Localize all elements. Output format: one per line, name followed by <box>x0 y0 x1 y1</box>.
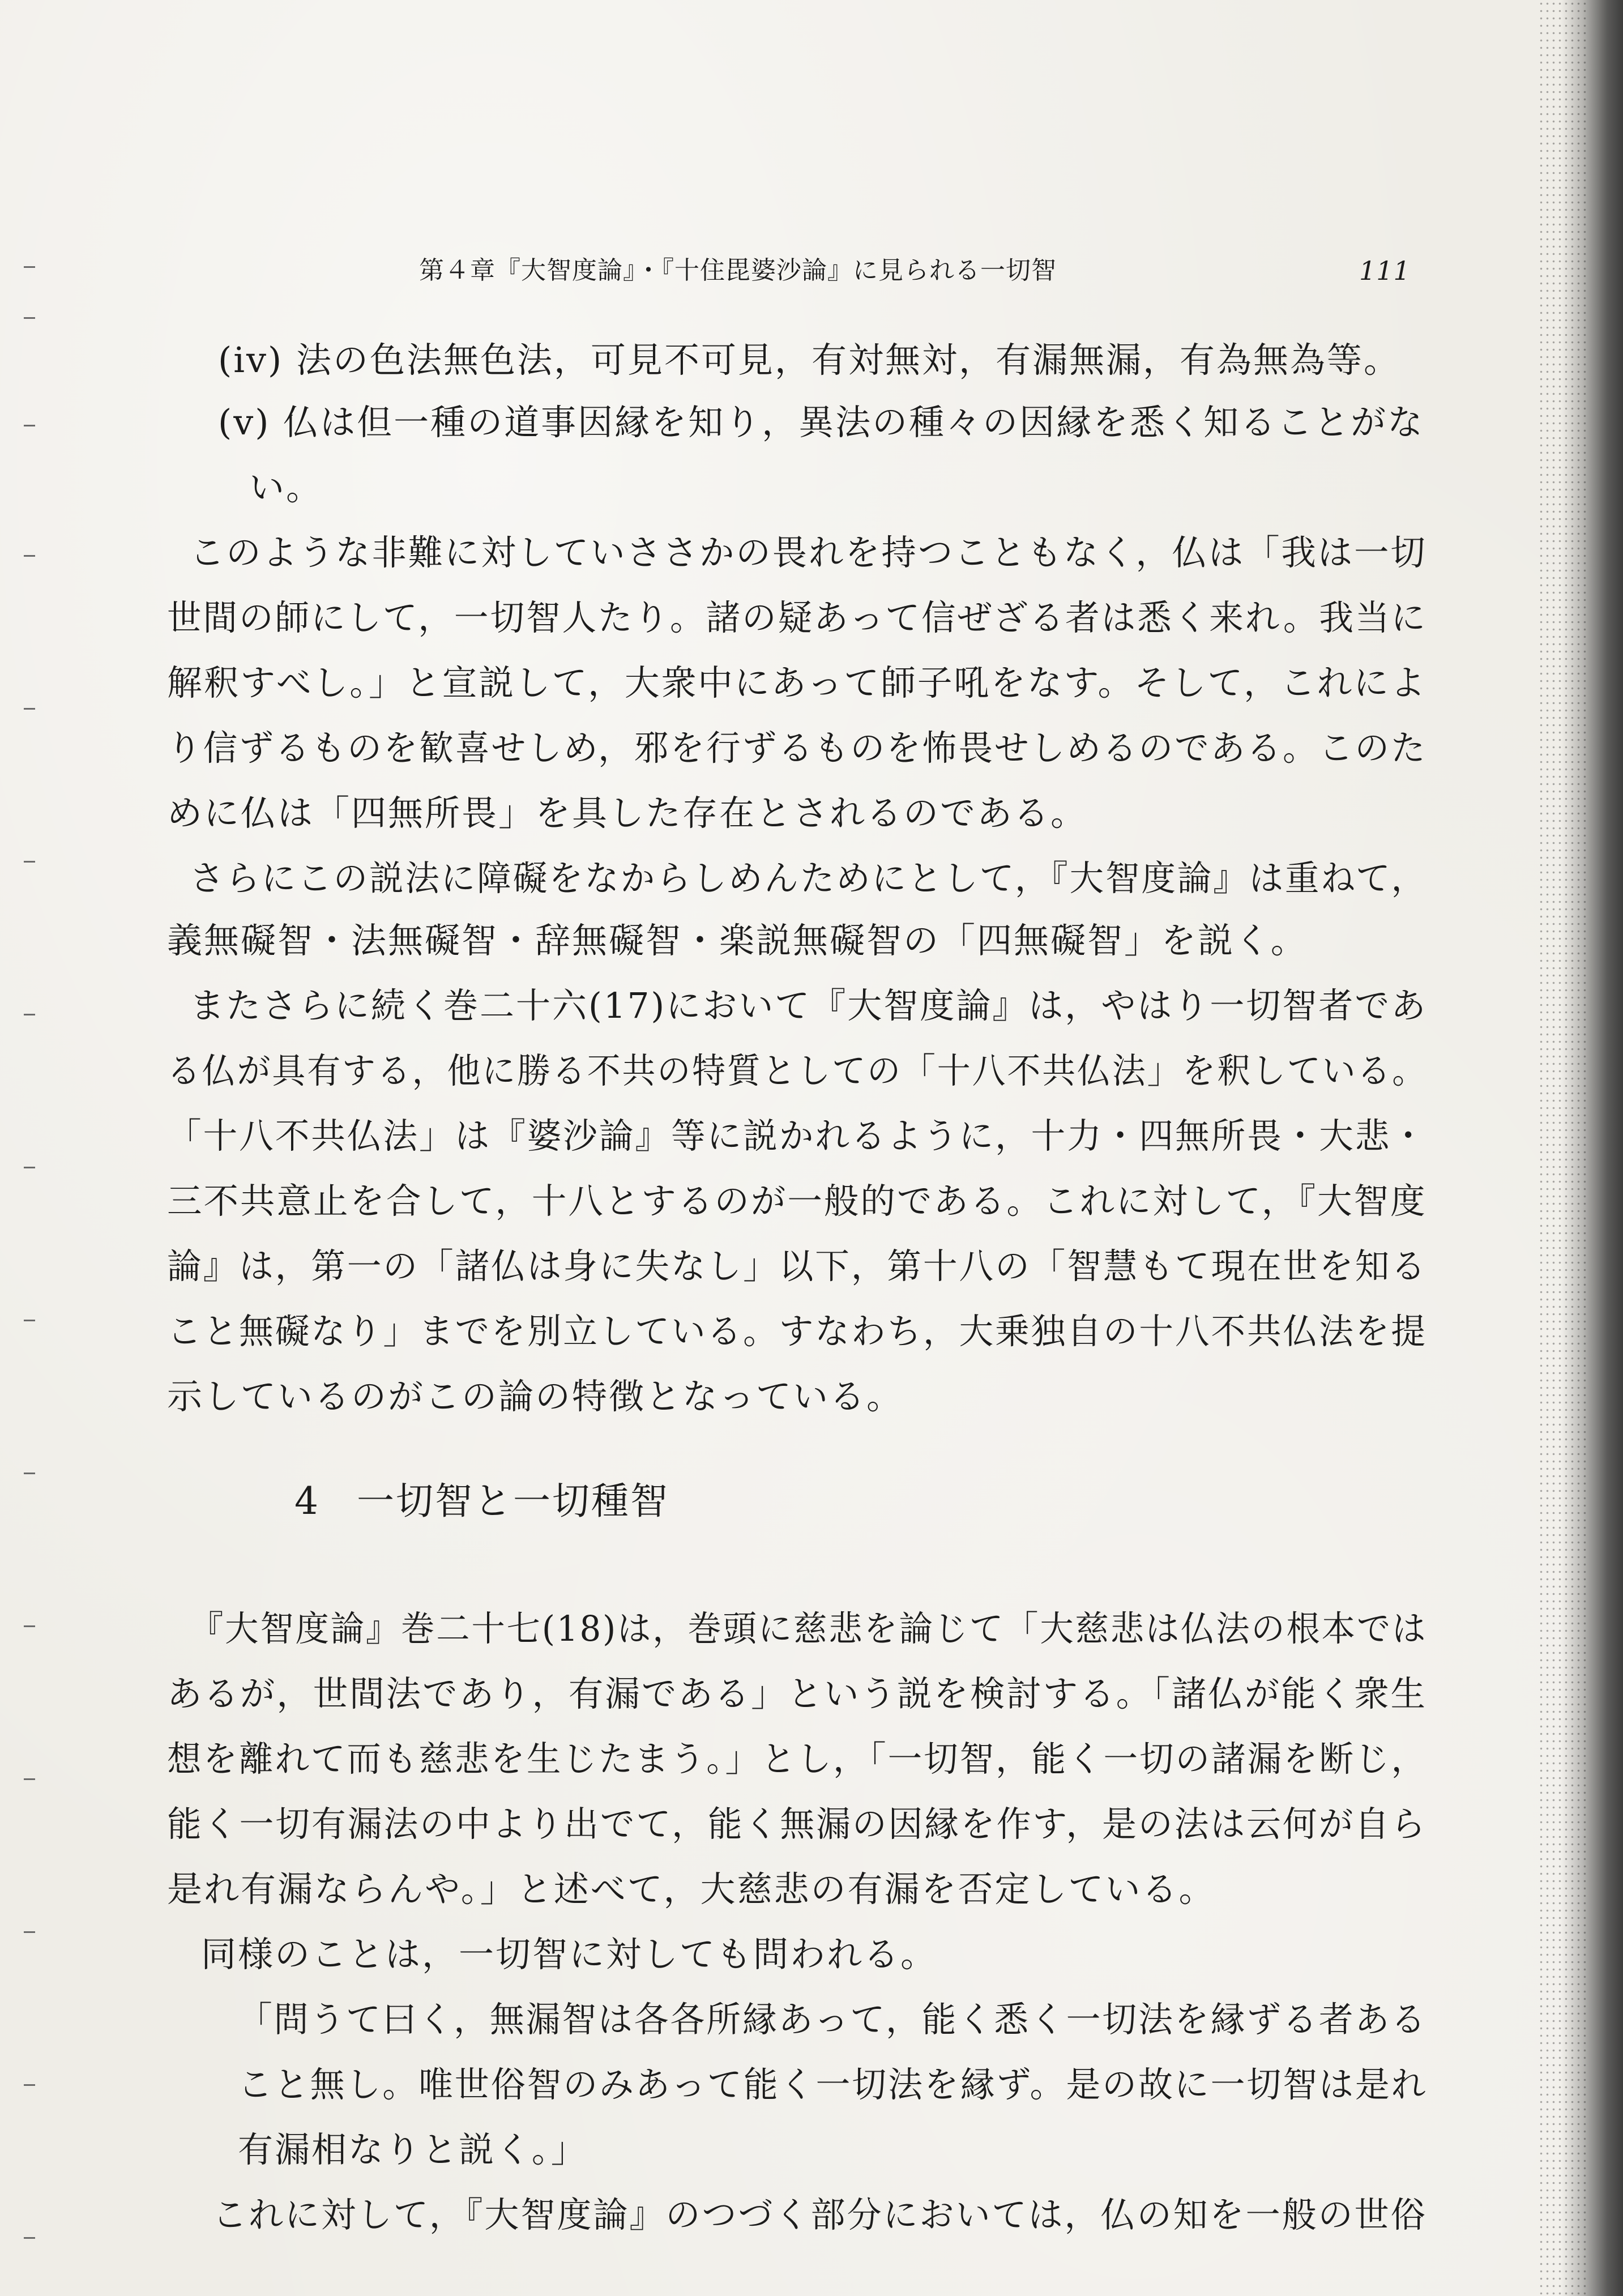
margin-tick <box>24 1931 35 1933</box>
text-line: 『大智度論』巻二十七(18)は，巻頭に慈悲を論じて「大慈悲は仏法の根本では <box>190 1608 1428 1649</box>
text-line: このような非難に対していささかの畏れを持つこともなく，仏は「我は一切 <box>190 532 1427 573</box>
text-line: 三不共意止を合して，十八とするのが一般的である。これに対して，『大智度 <box>167 1180 1427 1222</box>
text-line: またさらに続く巻二十六(17)において『大智度論』は，やはり一切智者であ <box>190 985 1428 1026</box>
text-line: 有漏相なりと説く。」 <box>238 2129 588 2170</box>
margin-tick <box>24 266 35 268</box>
text-line: 世間の師にして，一切智人たり。諸の疑あって信ぜざる者は悉く来れ。我当に <box>167 597 1427 638</box>
running-header <box>419 251 1410 291</box>
page-number: 111 <box>1359 255 1411 286</box>
section-title: 一切智と一切種智 <box>357 1479 669 1523</box>
text-line: こと無し。唯世俗智のみあって能く一切法を縁ず。是の故に一切智は是れ <box>238 2064 1428 2105</box>
chapter-title: 第４章『大智度論』・『十住毘婆沙論』に見られる一切智 <box>419 256 1057 285</box>
margin-tick <box>24 317 35 319</box>
text-line: 能く一切有漏法の中より出でて，能く無漏の因縁を作す，是の法は云何が自ら <box>167 1803 1427 1845</box>
margin-tick <box>24 2084 35 2086</box>
text-line: 是れ有漏ならんや。」と述べて，大慈悲の有漏を否定している。 <box>167 1868 1216 1910</box>
scan-noise <box>1538 0 1589 2296</box>
text-line: 論』は，第一の「諸仏は身に失なし」以下，第十八の「智慧もて現在世を知る <box>167 1245 1427 1287</box>
text-line: (v) 仏は但一種の道事因縁を知り，異法の種々の因縁を悉く知ることがな <box>218 402 1425 443</box>
text-line: る仏が具有する，他に勝る不共の特質としての「十八不共仏法」を釈している。 <box>167 1050 1428 1091</box>
margin-tick <box>24 425 35 426</box>
text-line: 想を離れて而も慈悲を生じたまう。」とし，「一切智，能く一切の諸漏を断じ， <box>167 1738 1427 1779</box>
text-line: あるが，世間法であり，有漏である」という説を検討する。「諸仏が能く衆生 <box>167 1673 1427 1714</box>
margin-tick <box>24 555 35 557</box>
text-line: り信ずるものを歓喜せしめ，邪を行ずるものを怖畏せしめるのである。このた <box>167 727 1427 769</box>
margin-tick <box>24 1014 35 1015</box>
text-line: い。 <box>249 467 323 508</box>
text-line: こと無礙なり」までを別立している。すなわち，大乗独自の十八不共仏法を提 <box>167 1311 1427 1352</box>
text-line: 示しているのがこの論の特徴となっている。 <box>167 1376 904 1417</box>
margin-tick <box>24 708 35 710</box>
margin-tick <box>24 861 35 863</box>
text-line: 「十八不共仏法」は『婆沙論』等に説かれるように，十力・四無所畏・大悲・ <box>167 1115 1427 1156</box>
text-line: 解釈すべし。」と宣説して，大衆中にあって師子吼をなす。そして，これによ <box>167 662 1427 703</box>
text-line: 同様のことは，一切智に対しても問われる。 <box>201 1934 938 1975</box>
margin-tick <box>24 1473 35 1474</box>
text-line: これに対して，『大智度論』のつづく部分においては，仏の知を一般の世俗 <box>212 2194 1427 2235</box>
margin-tick <box>24 1778 35 1780</box>
text-line: 義無礙智・法無礙智・辞無礙智・楽説無礙智の「四無礙智」を説く。 <box>167 920 1308 961</box>
margin-tick <box>24 1625 35 1627</box>
text-line: 「問うて曰く，無漏智は各各所縁あって，能く悉く一切法を縁ずる者ある <box>238 1999 1427 2040</box>
section-number: 4 <box>294 1479 320 1523</box>
text-line: さらにこの説法に障礙をなからしめんためにとして，『大智度論』は重ねて， <box>190 857 1427 899</box>
section-heading <box>294 1475 669 1527</box>
margin-tick <box>24 1320 35 1321</box>
margin-tick <box>24 1167 35 1168</box>
text-line: (iv) 法の色法無色法，可見不可見，有対無対，有漏無漏，有為無為等。 <box>218 339 1400 381</box>
text-line: めに仏は「四無所畏」を具した存在とされるのである。 <box>167 792 1088 834</box>
margin-tick <box>24 2237 35 2239</box>
